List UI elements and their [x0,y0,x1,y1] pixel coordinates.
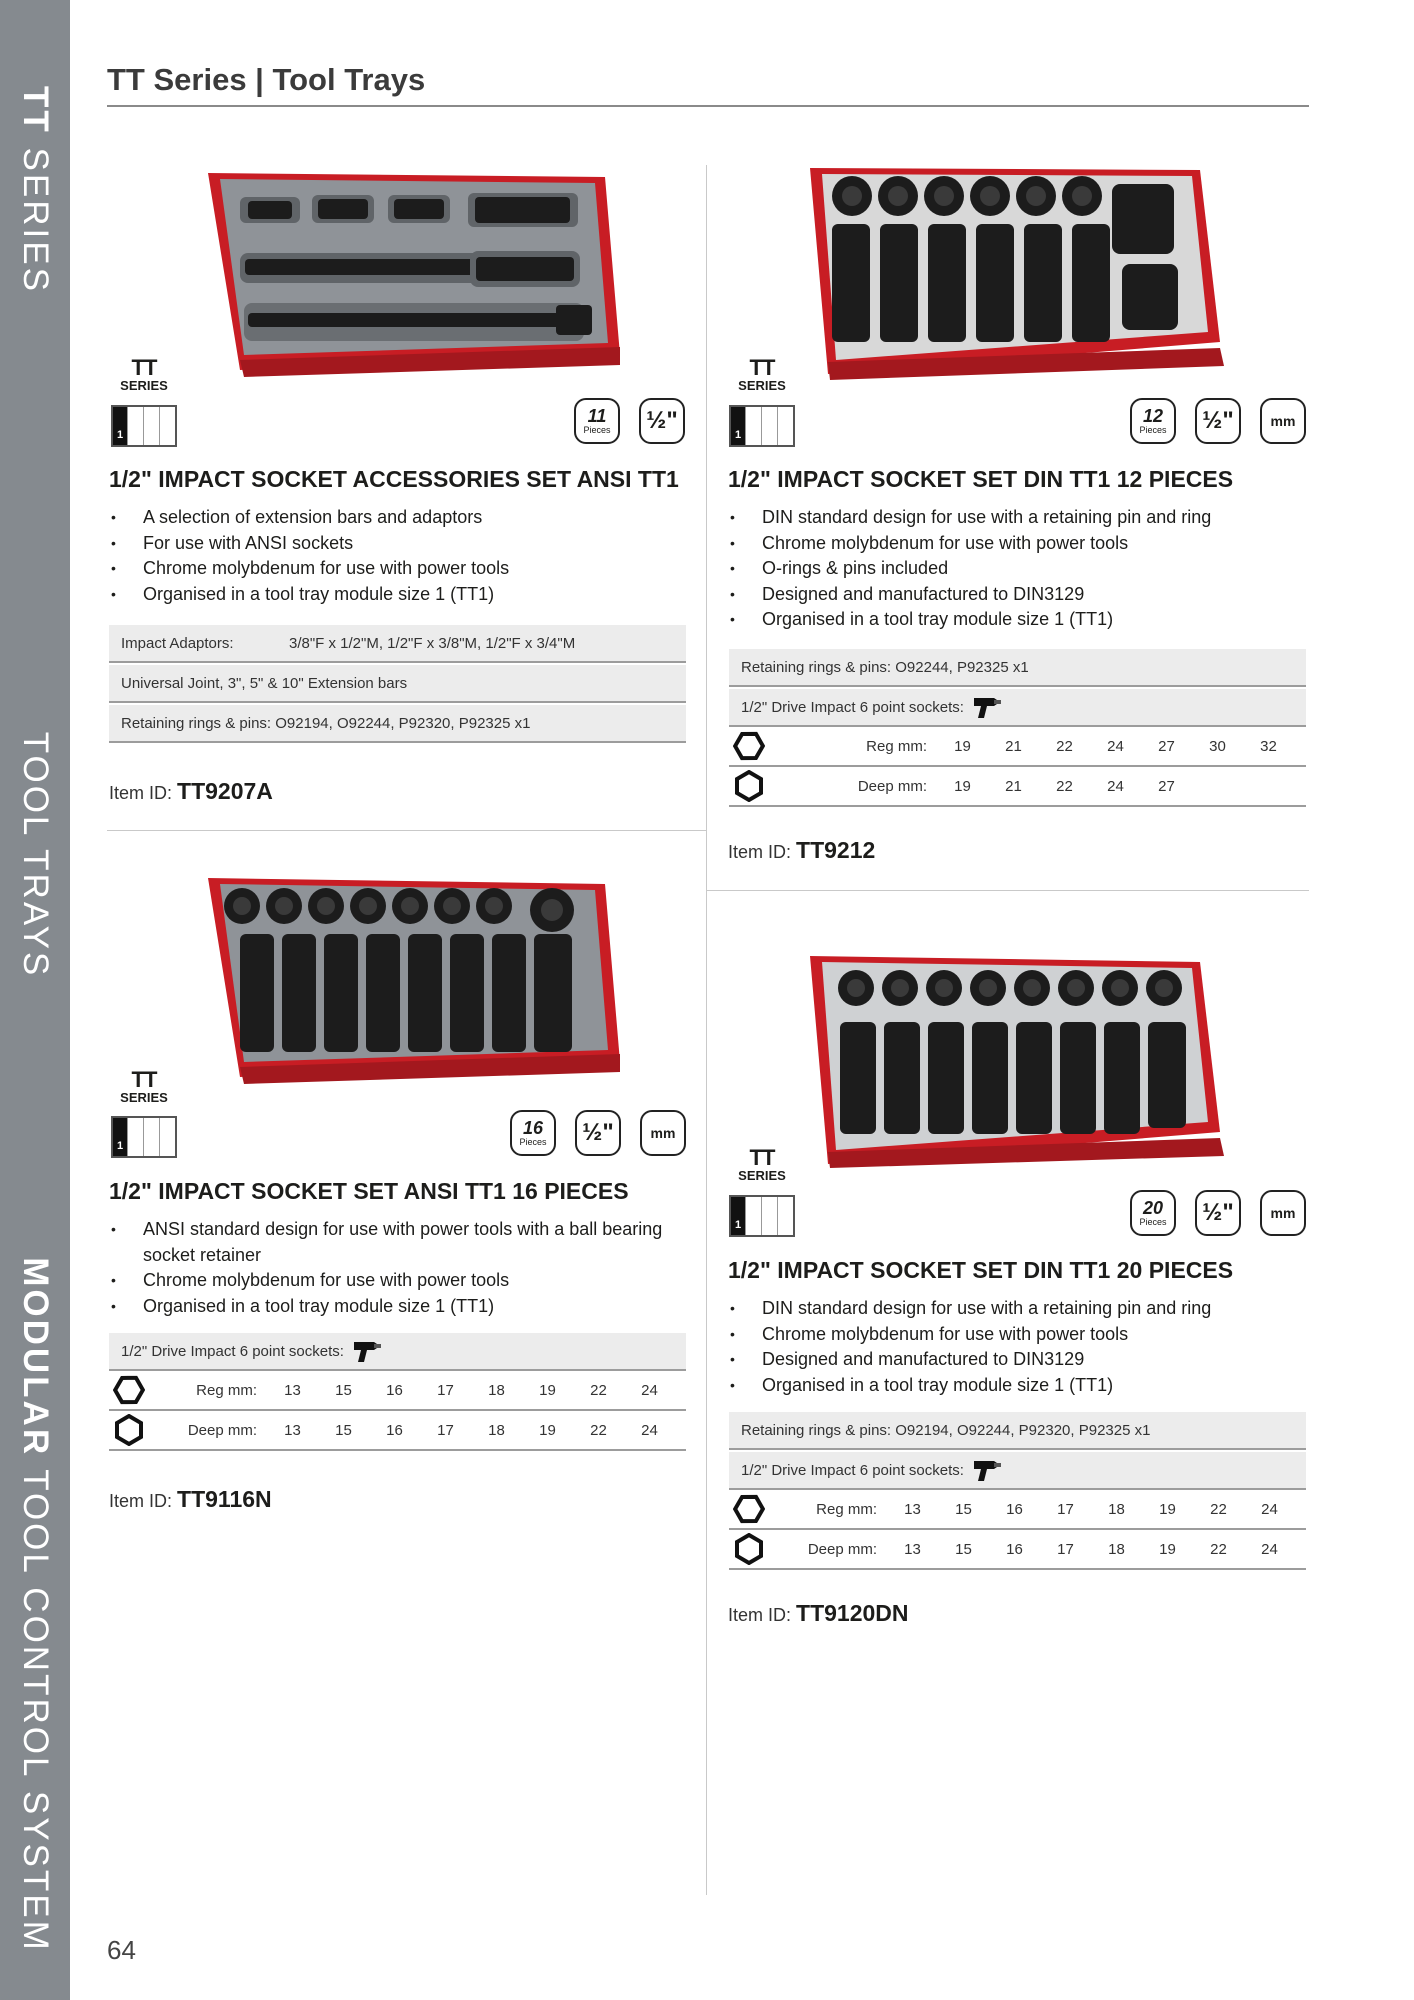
size-value: 15 [955,1540,972,1558]
item-id: Item ID: TT9212 [728,837,876,863]
deep-socket-icon [729,770,769,802]
module-size-icon: 1 [729,405,795,447]
spec-table [729,1410,1306,1570]
drive-size-badge: ½" [1195,1190,1241,1236]
tt-series-logo: TT SERIES [738,355,786,393]
size-value: 16 [386,1421,403,1439]
metric-badge: mm [640,1110,686,1156]
product-title: 1/2" IMPACT SOCKET SET DIN TT1 12 PIECES [728,466,1234,492]
feature-item: • Organised in a tool tray module size 1 (TT1) [728,607,1308,633]
size-value: 22 [1056,777,1073,795]
size-value: 13 [904,1540,921,1558]
feature-list [728,505,1308,633]
tt-series-logo: TT SERIES [120,355,168,393]
feature-list [728,1296,1308,1398]
product-title: 1/2" IMPACT SOCKET ACCESSORIES SET ANSI TT1 [109,466,679,492]
feature-item: • Chrome molybdenum for use with power tools [109,1268,689,1294]
size-value: 18 [488,1381,505,1399]
spec-table [109,1331,686,1451]
tt-series-logo: TT SERIES [738,1145,786,1183]
impact-wrench-icon [352,1339,382,1363]
socket-size-row-regular [729,727,1306,767]
product-title: 1/2" IMPACT SOCKET SET ANSI TT1 16 PIECES [109,1178,629,1204]
tray-image-ansi-16 [200,872,620,1087]
size-value: 30 [1209,737,1226,755]
socket-size-row-deep [109,1411,686,1451]
size-row-label: Reg mm: [866,737,927,755]
module-size-icon: 1 [111,1116,177,1158]
pieces-badge: 12 Pieces [1130,398,1176,444]
size-value: 24 [1261,1540,1278,1558]
regular-socket-icon [729,1493,769,1525]
deep-socket-icon [729,1533,769,1565]
row-divider-left [107,830,707,831]
drive-size-badge: ½" [575,1110,621,1156]
size-value: 16 [1006,1500,1023,1518]
feature-list [109,505,689,607]
size-value: 17 [1057,1500,1074,1518]
impact-wrench-icon [972,1458,1002,1482]
size-value: 22 [590,1421,607,1439]
size-value: 17 [437,1421,454,1439]
size-value: 32 [1260,737,1277,755]
deep-socket-icon [109,1414,149,1446]
feature-item: • For use with ANSI sockets [109,531,689,557]
size-value: 19 [1159,1540,1176,1558]
socket-size-row-regular [729,1490,1306,1530]
impact-wrench-icon [972,695,1002,719]
spec-row-drive: 1/2" Drive Impact 6 point sockets: [109,1331,686,1371]
size-value: 17 [1057,1540,1074,1558]
pieces-badge: 20 Pieces [1130,1190,1176,1236]
size-row-label: Deep mm: [807,1540,877,1558]
spec-row-adaptors [109,623,686,663]
size-value: 22 [1210,1500,1227,1518]
module-size-icon: 1 [111,405,177,447]
size-value: 22 [1210,1540,1227,1558]
feature-item: • Designed and manufactured to DIN3129 [728,1347,1308,1373]
size-value: 19 [954,777,971,795]
size-value: 27 [1158,777,1175,795]
metric-badge: mm [1260,1190,1306,1236]
spec-table [729,647,1306,807]
feature-item: • ANSI standard design for use with power tools with a ball bearing socket retainer [109,1217,689,1268]
size-value: 15 [335,1381,352,1399]
module-size-icon: 1 [729,1195,795,1237]
size-value: 13 [904,1500,921,1518]
pieces-badge: 11 Pieces [574,398,620,444]
column-divider [706,165,707,1895]
feature-item: • Chrome molybdenum for use with power tools [109,556,689,582]
size-value: 22 [590,1381,607,1399]
feature-item: • Chrome molybdenum for use with power tools [728,531,1308,557]
tray-image-din-20 [800,952,1225,1170]
size-value: 13 [284,1421,301,1439]
feature-item: • O-rings & pins included [728,556,1308,582]
spec-row-extensions: Universal Joint, 3", 5" & 10" Extension bars [109,663,686,703]
tray-image-accessories [200,165,620,380]
size-value: 19 [1159,1500,1176,1518]
tt-series-logo: TT SERIES [120,1067,168,1105]
size-value: 24 [1261,1500,1278,1518]
item-id: Item ID: TT9116N [109,1486,272,1512]
feature-item: • Designed and manufactured to DIN3129 [728,582,1308,608]
spec-row-retaining: Retaining rings & pins: O92194, O92244, P92320, P92325 x1 [109,703,686,743]
spec-label: Impact Adaptors: [121,634,234,652]
regular-socket-icon [109,1374,149,1406]
feature-item: • Organised in a tool tray module size 1 (TT1) [109,1294,689,1320]
size-row-label: Reg mm: [196,1381,257,1399]
drive-size-badge: ½" [1195,398,1241,444]
feature-item: • Chrome molybdenum for use with power tools [728,1322,1308,1348]
item-id: Item ID: TT9207A [109,778,273,804]
spec-value: 3/8"F x 1/2"M, 1/2"F x 3/8"M, 1/2"F x 3/4"M [289,634,576,652]
feature-item: • A selection of extension bars and adaptors [109,505,689,531]
size-value: 18 [488,1421,505,1439]
size-row-label: Reg mm: [816,1500,877,1518]
page-number: 64 [107,1935,136,1965]
spec-row-retaining: Retaining rings & pins: O92194, O92244, P92320, P92325 x1 [729,1410,1306,1450]
feature-list [109,1217,689,1319]
size-value: 22 [1056,737,1073,755]
size-value: 24 [1107,737,1124,755]
size-value: 24 [1107,777,1124,795]
tray-image-din-12 [800,162,1225,382]
socket-size-row-deep [729,1530,1306,1570]
row-divider-right [707,890,1309,891]
size-value: 19 [539,1421,556,1439]
spec-row-drive: 1/2" Drive Impact 6 point sockets: [729,687,1306,727]
socket-size-row-regular [109,1371,686,1411]
drive-size-badge: ½" [639,398,685,444]
socket-size-row-deep [729,767,1306,807]
size-value: 17 [437,1381,454,1399]
size-value: 19 [954,737,971,755]
feature-item: • DIN standard design for use with a retaining pin and ring [728,505,1308,531]
spec-table [109,623,686,743]
side-bar [0,0,70,2000]
title-divider [107,105,1309,107]
spec-row-retaining: Retaining rings & pins: O92244, P92325 x1 [729,647,1306,687]
page-title: TT Series | Tool Trays [107,62,426,97]
size-value: 16 [386,1381,403,1399]
size-value: 21 [1005,777,1022,795]
size-row-label: Deep mm: [187,1421,257,1439]
size-value: 24 [641,1421,658,1439]
feature-item: • DIN standard design for use with a retaining pin and ring [728,1296,1308,1322]
side-category-label: TOOL TRAYS [16,731,55,979]
product-title: 1/2" IMPACT SOCKET SET DIN TT1 20 PIECES [728,1257,1234,1283]
size-row-label: Deep mm: [857,777,927,795]
size-value: 27 [1158,737,1175,755]
size-value: 21 [1005,737,1022,755]
size-value: 16 [1006,1540,1023,1558]
regular-socket-icon [729,730,769,762]
size-value: 19 [539,1381,556,1399]
size-value: 13 [284,1381,301,1399]
size-value: 15 [335,1421,352,1439]
size-value: 18 [1108,1540,1125,1558]
size-value: 18 [1108,1500,1125,1518]
size-value: 15 [955,1500,972,1518]
side-system-label: MODULAR TOOL CONTROL SYSTEM [16,1257,55,1953]
item-id: Item ID: TT9120DN [728,1600,909,1626]
feature-item: • Organised in a tool tray module size 1 (TT1) [109,582,689,608]
feature-item: • Organised in a tool tray module size 1 (TT1) [728,1373,1308,1399]
metric-badge: mm [1260,398,1306,444]
side-section-label: TT SERIES [16,86,55,294]
size-value: 24 [641,1381,658,1399]
spec-row-drive: 1/2" Drive Impact 6 point sockets: [729,1450,1306,1490]
pieces-badge: 16 Pieces [510,1110,556,1156]
